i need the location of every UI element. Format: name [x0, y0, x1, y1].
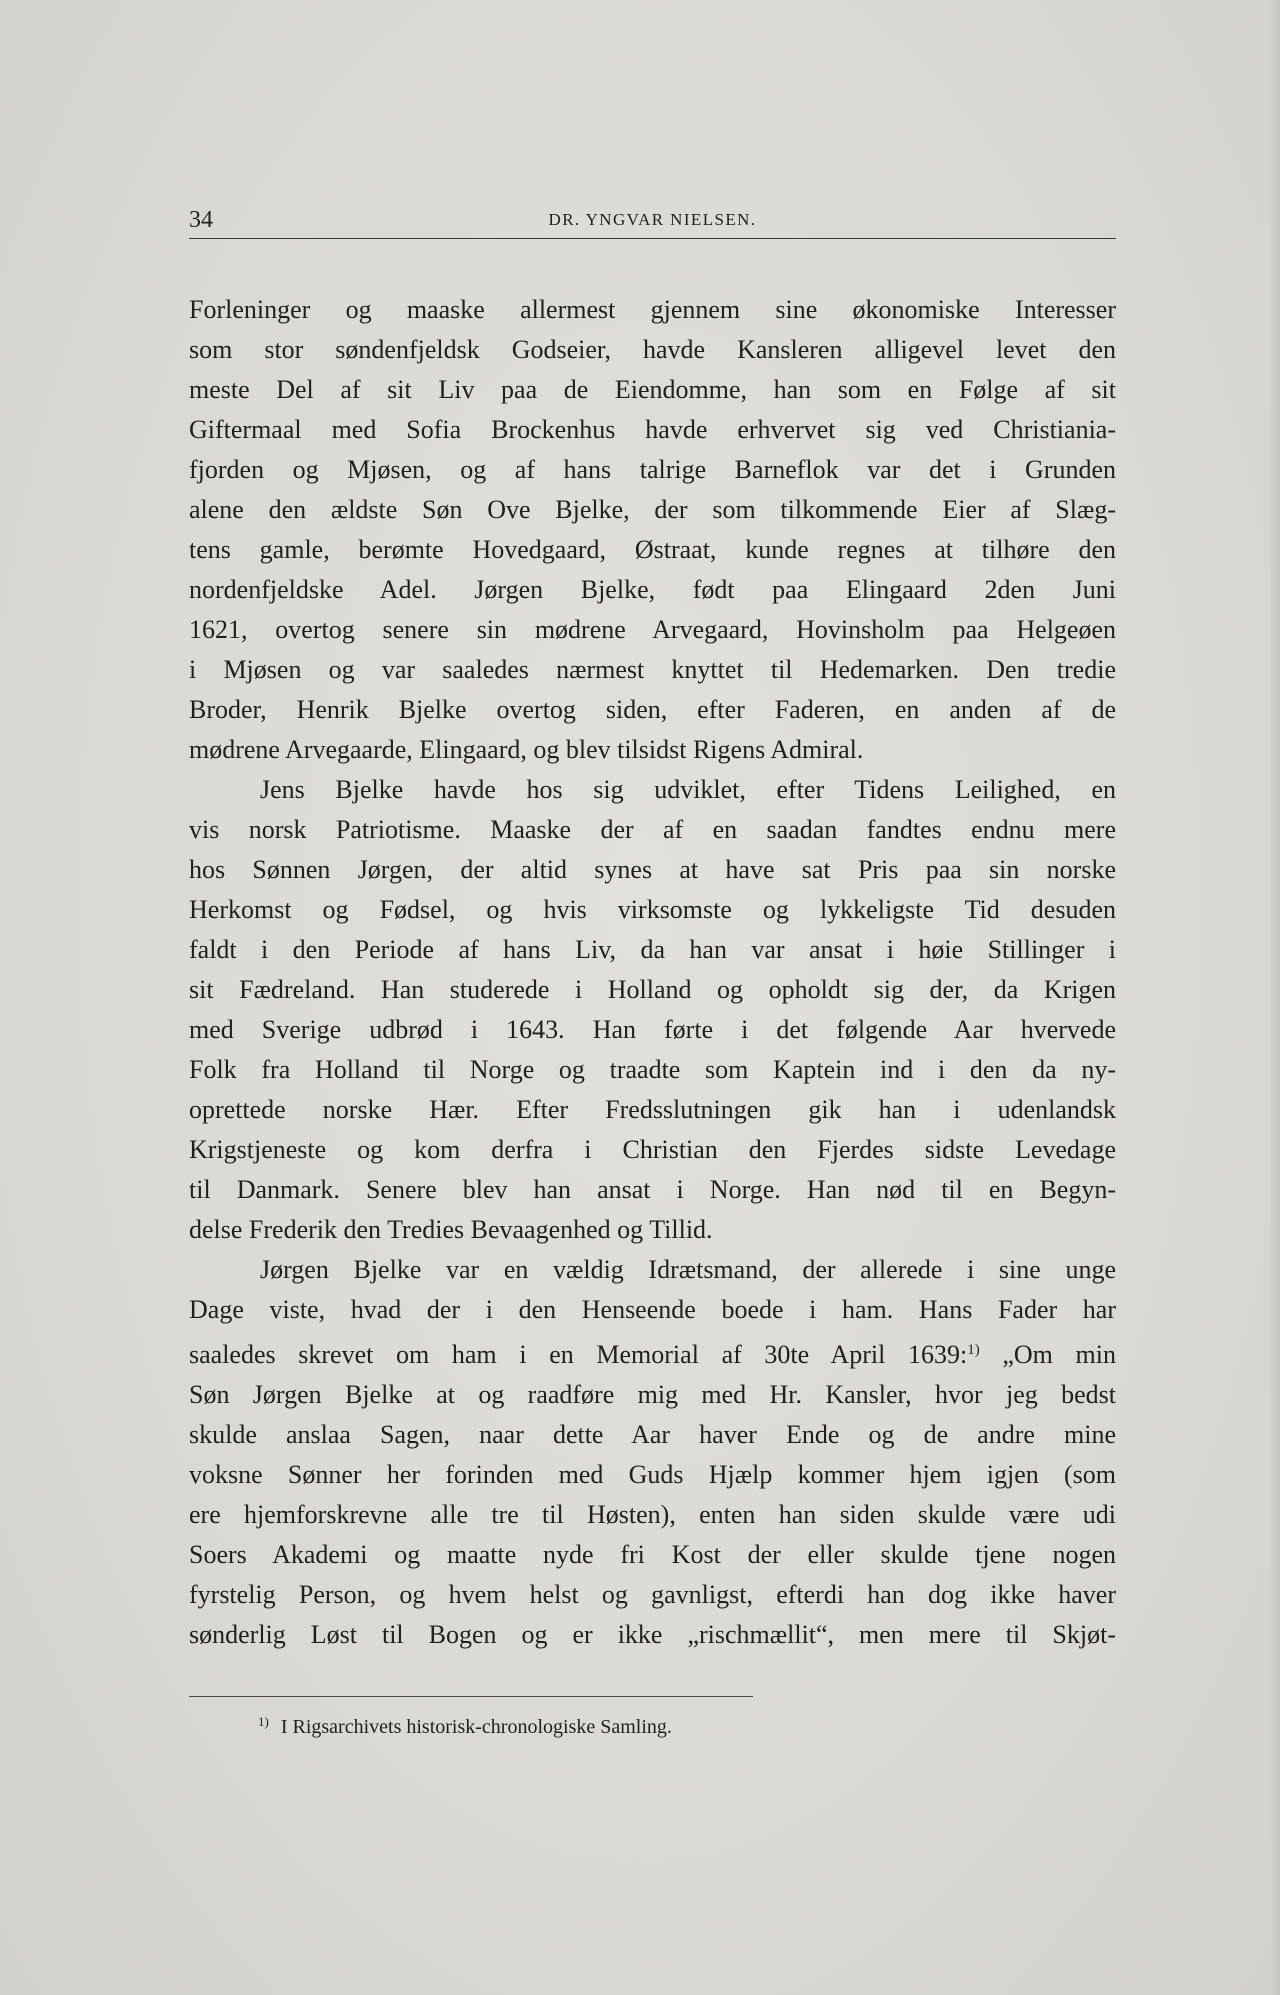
text-line: Giftermaal med Sofia Brockenhus havde erhvervet sig ved Christiania-	[189, 415, 1116, 444]
text-line: mødrene Arvegaarde, Elingaard, og blev tilsidst Rigens Admiral.	[189, 735, 864, 764]
text-line: som stor søndenfjeldsk Godseier, havde Kansleren alligevel levet den	[189, 335, 1116, 364]
body-text	[189, 290, 1116, 1655]
text-line: ere hjemforskrevne alle tre til Høsten), enten han siden skulde være udi	[189, 1500, 1116, 1529]
running-head: DR. YNGVAR NIELSEN.	[548, 210, 757, 229]
text-line: delse Frederik den Tredies Bevaagenhed og Tillid.	[189, 1215, 713, 1244]
text-line: Jens Bjelke havde hos sig udviklet, efter Tidens Leilighed, en	[260, 775, 1116, 804]
page-header	[189, 202, 1116, 239]
text-line-with-footnote-ref	[189, 1330, 1116, 1375]
text-line: oprettede norske Hær. Efter Fredsslutningen gik han i udenlandsk	[189, 1095, 1116, 1124]
text-line-part: saaledes skrevet om ham i en Memorial af 30te April 1639:	[189, 1340, 968, 1369]
text-line: Dage viste, hvad der i den Henseende boede i ham. Hans Fader har	[189, 1295, 1116, 1324]
text-line: tens gamle, berømte Hovedgaard, Østraat, kunde regnes at tilhøre den	[189, 535, 1116, 564]
text-line: hos Sønnen Jørgen, der altid synes at have sat Pris paa sin norske	[189, 855, 1116, 884]
text-line: voksne Sønner her forinden med Guds Hjælp kommer hjem igjen (som	[189, 1460, 1116, 1489]
text-line: med Sverige udbrød i 1643. Han førte i det følgende Aar hvervede	[189, 1015, 1116, 1044]
text-line: sønderlig Løst til Bogen og er ikke „rischmællit“, men mere til Skjøt-	[189, 1620, 1116, 1649]
text-line: faldt i den Periode af hans Liv, da han var ansat i høie Stillinger i	[189, 935, 1116, 964]
text-line: 1621, overtog senere sin mødrene Arvegaard, Hovinsholm paa Helgeøen	[189, 615, 1116, 644]
text-line: Broder, Henrik Bjelke overtog siden, efter Faderen, en anden af de	[189, 695, 1116, 724]
text-line: Herkomst og Fødsel, og hvis virksomste og lykkeligste Tid desuden	[189, 895, 1116, 924]
text-line: til Danmark. Senere blev han ansat i Norge. Han nød til en Begyn-	[189, 1175, 1116, 1204]
text-line: skulde anslaa Sagen, naar dette Aar haver Ende og de andre mine	[189, 1420, 1116, 1449]
text-line: Krigstjeneste og kom derfra i Christian den Fjerdes sidste Levedage	[189, 1135, 1116, 1164]
footnote-text: I Rigsarchivets historisk-chronologiske Samling.	[280, 1716, 672, 1738]
page-edge-shadow	[1270, 0, 1280, 1995]
page-number: 34	[189, 207, 213, 233]
text-line: fjorden og Mjøsen, og af hans talrige Barneflok var det i Grunden	[189, 455, 1116, 484]
text-line: meste Del af sit Liv paa de Eiendomme, han som en Følge af sit	[189, 375, 1116, 404]
text-line: Soers Akademi og maatte nyde fri Kost der eller skulde tjene nogen	[189, 1540, 1116, 1569]
footnote	[258, 1708, 672, 1741]
text-line: Søn Jørgen Bjelke at og raadføre mig med Hr. Kansler, hvor jeg bedst	[189, 1380, 1116, 1409]
text-line-part: „Om min	[979, 1340, 1116, 1369]
footnote-divider	[189, 1696, 753, 1697]
text-line: Forleninger og maaske allermest gjennem sine økonomiske Interesser	[189, 295, 1116, 324]
text-line: Folk fra Holland til Norge og traadte som Kaptein ind i den da ny-	[189, 1055, 1116, 1084]
footnote-reference: 1)	[967, 1342, 980, 1358]
text-line: nordenfjeldske Adel. Jørgen Bjelke, født paa Elingaard 2den Juni	[189, 575, 1116, 604]
text-line: i Mjøsen og var saaledes nærmest knyttet til Hedemarken. Den tredie	[189, 655, 1116, 684]
text-line: vis norsk Patriotisme. Maaske der af en saadan fandtes endnu mere	[189, 815, 1116, 844]
text-line: fyrstelig Person, og hvem helst og gavnligst, efterdi han dog ikke haver	[189, 1580, 1116, 1609]
text-line: Jørgen Bjelke var en vældig Idrætsmand, der allerede i sine unge	[260, 1255, 1116, 1284]
text-line: alene den ældste Søn Ove Bjelke, der som tilkommende Eier af Slæg-	[189, 495, 1116, 524]
footnote-marker: 1)	[258, 1714, 269, 1729]
text-line: sit Fædreland. Han studerede i Holland og opholdt sig der, da Krigen	[189, 975, 1116, 1004]
